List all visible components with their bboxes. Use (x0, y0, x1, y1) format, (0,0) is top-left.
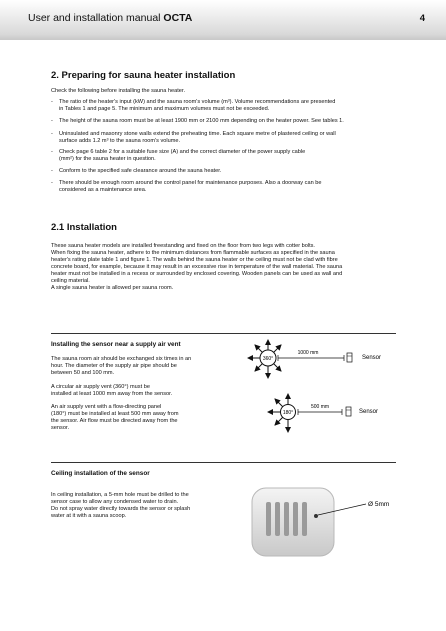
vent-180-label: 180° (282, 410, 294, 416)
page-header (0, 0, 446, 40)
paragraph-line: the sensor. Air flow must be directed away from the (51, 418, 178, 424)
section-2-intro: Check the following before installing the sauna heater. (51, 88, 186, 94)
list-item: - Uninsulated and masonry stone walls extend the preheating time. Each square metre of plastered ceiling or wall surface adds 1.2 m³ to the sauna room's volume. (51, 131, 336, 144)
sensor-vent-para-2 (51, 384, 241, 398)
drain-hole (314, 514, 318, 518)
section-2-heading: 2. Preparing for sauna heater installation (51, 70, 236, 81)
paragraph-line: Do not spray water directly towards the sensor or splash (51, 506, 191, 512)
section-2-1-heading: 2.1 Installation (51, 222, 117, 233)
sensor-label: Sensor (359, 409, 379, 415)
list-item-line: surface adds 1.2 m³ to the sauna room's volume. (59, 138, 181, 144)
list-item-line: in Tables 1 and page 5. The minimum and maximum volumes must not be exceeded. (59, 106, 270, 112)
list-item-line: Check page 6 table 2 for a suitable fuse size (A) and the correct diameter of the power supply cable (59, 149, 306, 155)
manual-title-prefix: User and installation manual (28, 12, 161, 24)
paragraph-line: An air supply vent with a flow-directing panel (51, 404, 162, 410)
distance-500-label: 500 mm (310, 404, 330, 410)
paragraph-line: heater's rating plate table 1 and figure 1. The walls behind the sauna heater or the ceiling must not be clad with fibre (51, 257, 338, 263)
list-item-line: The ratio of the heater's input (kW) and the sauna room's volume (m³). Volume recommendations are presented (59, 99, 336, 105)
vent-360-diagram (236, 334, 416, 384)
paragraph-line: water at it with a sauna scoop. (51, 513, 127, 519)
installation-paragraph (51, 243, 436, 292)
sensor-vent-para-3 (51, 404, 241, 432)
sensor-vent-heading: Installing the sensor near a supply air vent (51, 341, 181, 348)
vent-180-diagram (236, 388, 416, 438)
paragraph-line: installed at least 1000 mm away from the sensor. (51, 391, 173, 397)
paragraph-line: A single sauna heater is allowed per sauna room. (51, 285, 174, 291)
paragraph-line: These sauna heater models are installed freestanding and fixed on the floor from two legs with cotter bolts. (51, 243, 315, 249)
paragraph-line: ceiling material. (51, 278, 90, 284)
paragraph-line: A circular air supply vent (360°) must be (51, 384, 150, 390)
paragraph-line: between 50 and 100 mm. (51, 370, 115, 376)
paragraph-line: heater must not be installed in a recess or surrounded by enclosed covering. Wooden panels can be used as wall and (51, 271, 343, 277)
ceiling-paragraph (51, 492, 241, 520)
manual-model-name: OCTA (163, 12, 193, 24)
paragraph-line: In ceiling installation, a 5-mm hole must be drilled to the (51, 492, 189, 498)
ceiling-heading: Ceiling installation of the sensor (51, 470, 150, 477)
paragraph-line: When fixing the sauna heater, adhere to the minimum distances from flammable surfaces as specified in the sauna (51, 250, 335, 256)
section-divider (51, 462, 396, 463)
list-item: - The height of the sauna room must be at least 1900 mm or 2100 mm depending on the heater power. See tables 1. (51, 118, 344, 124)
sensor-vent-para-1 (51, 356, 241, 377)
list-item: - Check page 6 table 2 for a suitable fuse size (A) and the correct diameter of the power supply cable (mm²) for the sauna heater in question. (51, 149, 306, 162)
list-item: - Conform to the specified safe clearance around the sauna heater. (51, 168, 222, 174)
distance-1000-label: 1000 mm (297, 350, 319, 356)
sensor-label: Sensor (362, 355, 382, 361)
list-item-line: Conform to the specified safe clearance around the sauna heater. (59, 168, 222, 174)
vent-360-label: 360° (262, 356, 274, 362)
sensor-photo (240, 484, 410, 562)
manual-title (28, 12, 192, 24)
hole-diameter-label: Ø 5mm (368, 501, 390, 508)
paragraph-line: sensor. (51, 425, 70, 431)
page-number: 4 (419, 13, 425, 24)
paragraph-line: The sauna room air should be exchanged six times in an (51, 356, 192, 362)
list-item-line: (mm²) for the sauna heater in question. (59, 156, 156, 162)
list-item-line: Uninsulated and masonry stone walls extend the preheating time. Each square metre of plastered ceiling or wall (59, 131, 336, 137)
list-item: - The ratio of the heater's input (kW) and the sauna room's volume (m³). Volume recommendations are presented in Tables 1 and page 5. The minimum and maximum volumes must not be exceeded. (51, 99, 336, 112)
list-item-line: The height of the sauna room must be at least 1900 mm or 2100 mm depending on the heater power. See tables 1. (59, 118, 344, 124)
paragraph-line: concrete board, for example, because it may result in an excessive rise in temperature of the wall material. The sauna (51, 264, 343, 270)
paragraph-line: sensor case to allow any condensed water to drain. (51, 499, 179, 505)
sensor-icon (346, 407, 351, 416)
paragraph-line: hour. The diameter of the supply air pipe should be (51, 363, 177, 369)
list-item: - There should be enough room around the control panel for maintenance purposes. Also a doorway can be considered as a maintenance area. (51, 180, 322, 193)
list-item-line: considered as a maintenance area. (59, 187, 147, 193)
sensor-icon (347, 353, 352, 362)
paragraph-line: (180°) must be installed at least 500 mm away from (51, 411, 179, 417)
list-item-line: There should be enough room around the control panel for maintenance purposes. Also a doorway can be (59, 180, 322, 186)
